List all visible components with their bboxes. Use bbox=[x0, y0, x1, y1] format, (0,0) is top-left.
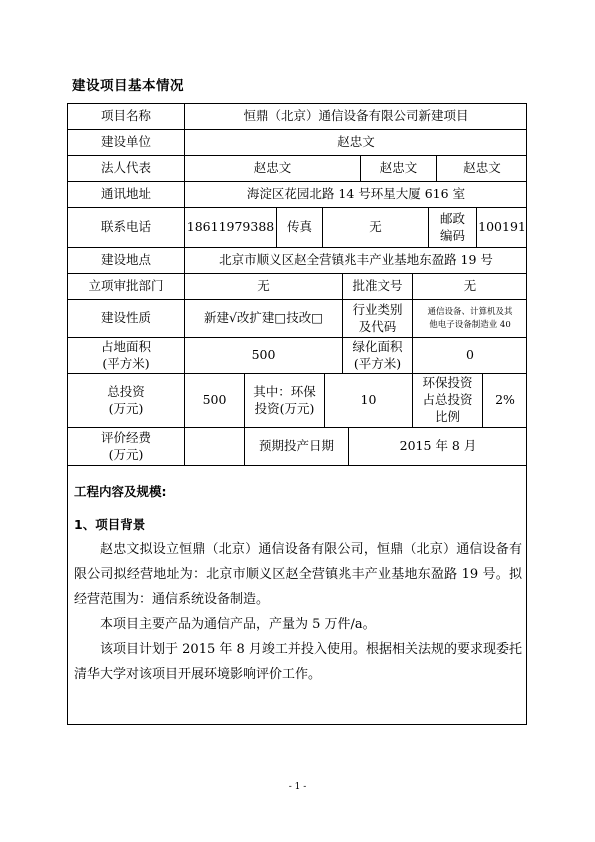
approval-no-label: 批准文号 bbox=[343, 274, 413, 300]
nature-label: 建设性质 bbox=[68, 300, 185, 338]
fax-value: 无 bbox=[323, 208, 429, 248]
area-value: 500 bbox=[185, 338, 343, 374]
fax-label: 传真 bbox=[277, 208, 323, 248]
approval-dept-label: 立项审批部门 bbox=[68, 274, 185, 300]
page-number: - 1 - bbox=[288, 782, 307, 792]
investment-value: 500 bbox=[185, 374, 245, 428]
nature-value: 新建√改扩建□技改□ bbox=[185, 300, 343, 338]
address-label: 通讯地址 bbox=[68, 182, 185, 208]
paragraph-3: 该项目计划于 2015 年 8 月竣工并投入使用。根据相关法规的要求现委托清华大学对该项目开展环境影响评价工作。 bbox=[74, 642, 522, 682]
legal-rep-label: 法人代表 bbox=[68, 156, 185, 182]
industry-label: 行业类别 及代码 bbox=[343, 300, 413, 338]
paragraph-2: 本项目主要产品为通信产品，产量为 5 万件/a。 bbox=[100, 617, 376, 632]
green-area-value: 0 bbox=[413, 338, 527, 374]
env-investment-value: 10 bbox=[325, 374, 413, 428]
scope-heading: 工程内容及规模: bbox=[74, 484, 167, 499]
phone-value: 18611979388 bbox=[185, 208, 277, 248]
phone-label: 联系电话 bbox=[68, 208, 185, 248]
legal-rep-value-3: 赵忠文 bbox=[437, 156, 527, 182]
approval-no-value: 无 bbox=[413, 274, 527, 300]
env-ratio-value: 2% bbox=[483, 374, 527, 428]
legal-rep-value-2: 赵忠文 bbox=[361, 156, 437, 182]
postcode-value: 100191 bbox=[477, 208, 527, 248]
industry-value: 通信设备、计算机及其 他电子设备制造业 40 bbox=[413, 300, 527, 338]
address-value: 海淀区花园北路 14 号环星大厦 616 室 bbox=[185, 182, 527, 208]
location-label: 建设地点 bbox=[68, 248, 185, 274]
env-investment-label: 其中：环保 投资(万元) bbox=[245, 374, 325, 428]
area-label: 占地面积 (平方米) bbox=[68, 338, 185, 374]
start-date-value: 2015 年 8 月 bbox=[349, 428, 527, 466]
env-ratio-label: 环保投资 占总投资 比例 bbox=[413, 374, 483, 428]
green-area-label: 绿化面积 (平方米) bbox=[343, 338, 413, 374]
eval-fee-value bbox=[185, 428, 245, 466]
approval-dept-value: 无 bbox=[185, 274, 343, 300]
postcode-label: 邮政 编码 bbox=[429, 208, 477, 248]
project-name-label: 项目名称 bbox=[68, 104, 185, 130]
start-date-label: 预期投产日期 bbox=[245, 428, 349, 466]
content-body bbox=[74, 537, 522, 687]
builder-label: 建设单位 bbox=[68, 130, 185, 156]
legal-rep-value: 赵忠文 bbox=[185, 156, 361, 182]
investment-label: 总投资 (万元) bbox=[68, 374, 185, 428]
project-name-value: 恒鼎（北京）通信设备有限公司新建项目 bbox=[185, 104, 527, 130]
eval-fee-label: 评价经费 (万元) bbox=[68, 428, 185, 466]
paragraph-1: 赵忠文拟设立恒鼎（北京）通信设备有限公司，恒鼎（北京）通信设备有限公司拟经营地址为：北京市顺义区赵全营镇兆丰产业基地东盈路 19 号。拟经营范围为：通信系统设备制造。 bbox=[74, 542, 522, 607]
location-value: 北京市顺义区赵全营镇兆丰产业基地东盈路 19 号 bbox=[185, 248, 527, 274]
section-title: 建设项目基本情况 bbox=[72, 78, 184, 94]
builder-value: 赵忠文 bbox=[185, 130, 527, 156]
background-heading: 1、项目背景 bbox=[74, 517, 146, 532]
